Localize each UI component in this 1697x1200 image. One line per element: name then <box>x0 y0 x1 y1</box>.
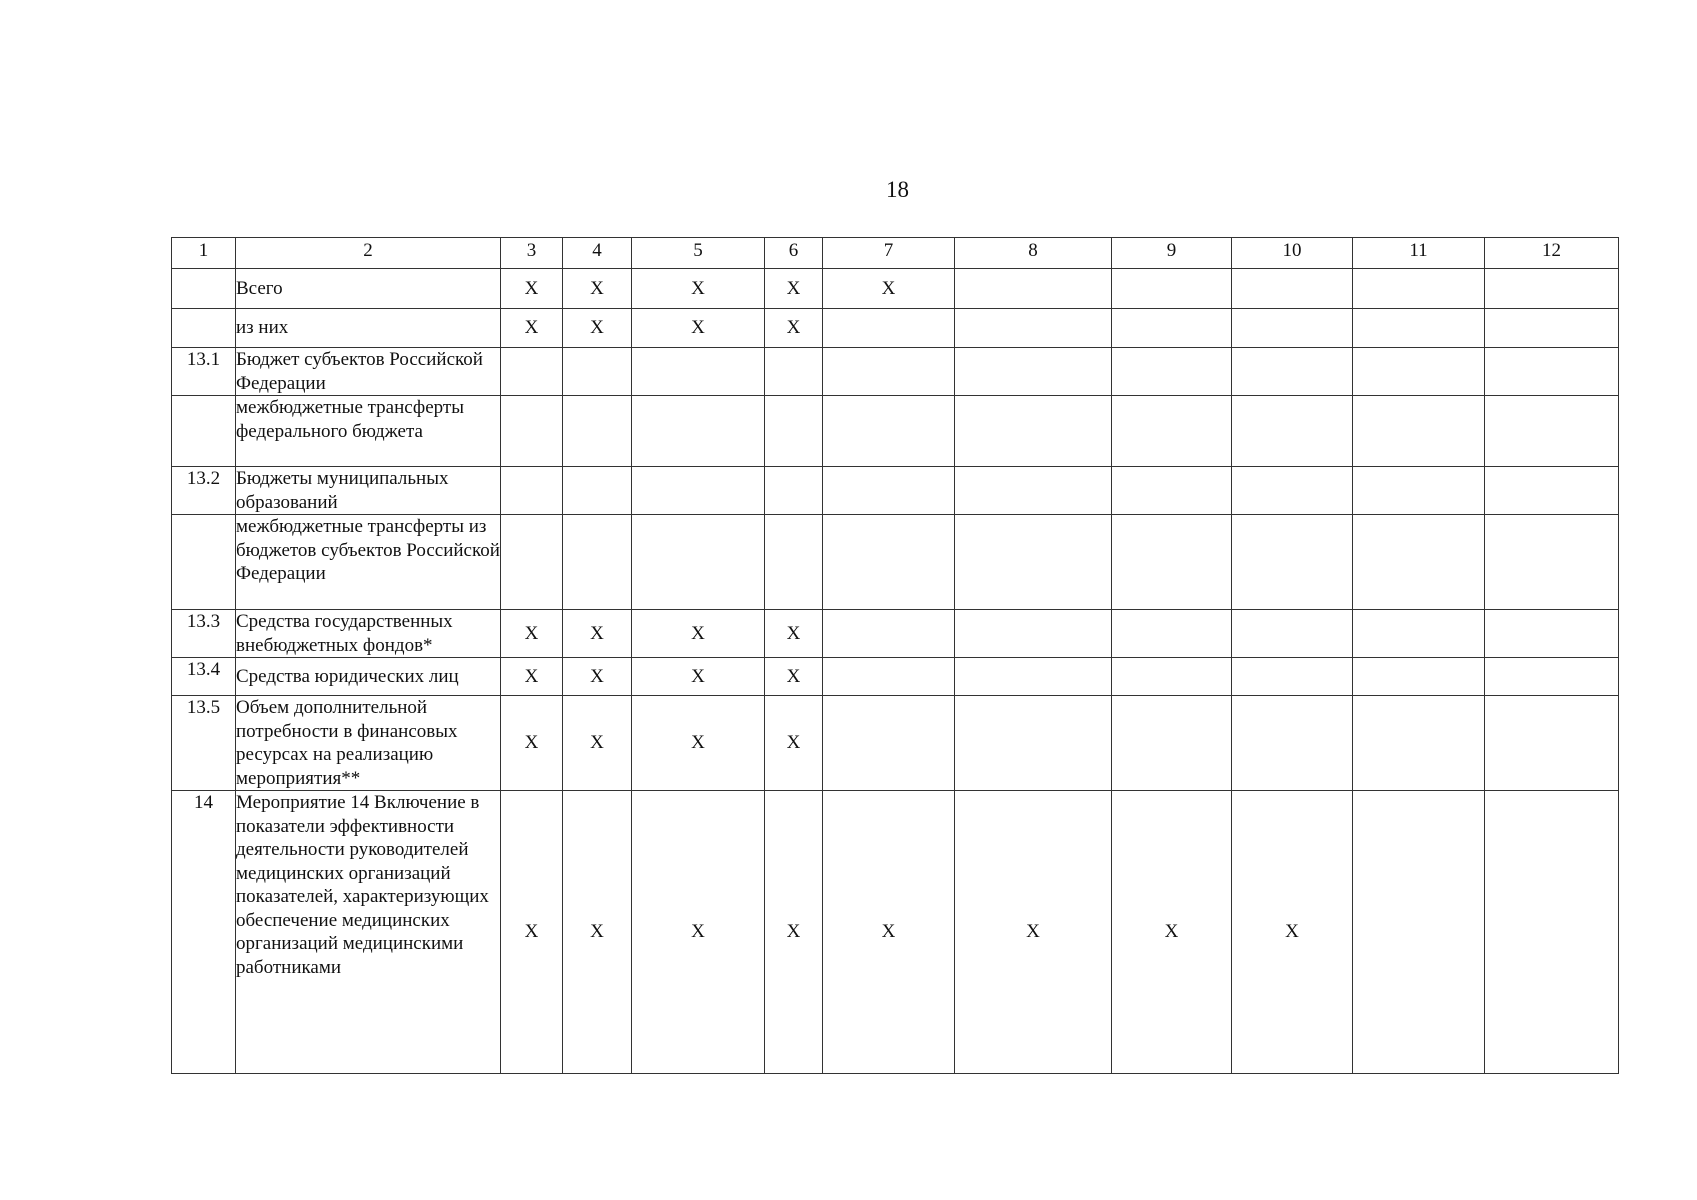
row-cell: Х <box>501 309 563 348</box>
row-cell <box>823 696 955 791</box>
row-cell <box>1485 515 1619 610</box>
row-cell: Х <box>563 309 632 348</box>
row-cell <box>1353 515 1485 610</box>
row-cell: Х <box>563 696 632 791</box>
row-cell <box>1112 348 1232 396</box>
row-number <box>172 396 236 467</box>
row-cell <box>1232 396 1353 467</box>
row-cell <box>1485 348 1619 396</box>
header-cell: 11 <box>1353 238 1485 269</box>
row-cell <box>501 348 563 396</box>
page-number: 18 <box>886 177 909 202</box>
row-cell: Х <box>1112 791 1232 1074</box>
row-number <box>172 269 236 309</box>
row-cell: Х <box>955 791 1112 1074</box>
row-name: из них <box>236 309 501 348</box>
row-cell <box>563 348 632 396</box>
row-cell: Х <box>563 658 632 696</box>
row-cell <box>1112 515 1232 610</box>
table-row <box>172 348 1619 396</box>
row-cell <box>563 515 632 610</box>
header-cell: 5 <box>632 238 765 269</box>
row-name: Средства государственных внебюджетных фондов* <box>236 610 501 658</box>
row-cell <box>823 309 955 348</box>
row-cell: Х <box>765 658 823 696</box>
row-cell <box>1353 467 1485 515</box>
row-cell <box>1353 396 1485 467</box>
row-cell <box>1485 467 1619 515</box>
row-cell <box>1353 610 1485 658</box>
row-name: межбюджетные трансферты федерального бюджета <box>236 396 501 467</box>
row-cell: Х <box>765 696 823 791</box>
row-cell: Х <box>765 610 823 658</box>
header-cell: 8 <box>955 238 1112 269</box>
row-cell <box>1353 791 1485 1074</box>
row-cell <box>823 610 955 658</box>
table-row <box>172 515 1619 610</box>
row-cell <box>563 467 632 515</box>
row-cell: Х <box>501 610 563 658</box>
table-row <box>172 696 1619 791</box>
row-cell: Х <box>765 791 823 1074</box>
row-cell <box>563 396 632 467</box>
row-cell <box>1232 696 1353 791</box>
row-name: межбюджетные трансферты из бюджетов субъектов Российской Федерации <box>236 515 501 610</box>
row-cell <box>1232 658 1353 696</box>
row-name: Мероприятие 14 Включение в показатели эффективности деятельности руководителей медицинских организаций показателей, характеризующих обеспечение медицинских организаций медицинскими работниками <box>236 791 501 1074</box>
header-cell: 7 <box>823 238 955 269</box>
row-cell <box>632 396 765 467</box>
row-cell <box>955 348 1112 396</box>
table-row <box>172 467 1619 515</box>
table-row <box>172 396 1619 467</box>
row-cell <box>823 348 955 396</box>
row-cell: Х <box>823 791 955 1074</box>
row-cell <box>1232 515 1353 610</box>
row-cell <box>1112 309 1232 348</box>
table-row <box>172 269 1619 309</box>
row-cell <box>955 269 1112 309</box>
row-cell <box>823 396 955 467</box>
row-cell <box>1232 269 1353 309</box>
row-cell: Х <box>632 610 765 658</box>
row-number <box>172 515 236 610</box>
row-name: Бюджеты муниципальных образований <box>236 467 501 515</box>
row-cell <box>501 515 563 610</box>
row-cell <box>1232 467 1353 515</box>
row-cell: Х <box>501 269 563 309</box>
row-number: 13.5 <box>172 696 236 791</box>
row-number: 13.2 <box>172 467 236 515</box>
row-cell: Х <box>563 791 632 1074</box>
row-cell <box>955 658 1112 696</box>
header-cell: 2 <box>236 238 501 269</box>
row-cell <box>1112 696 1232 791</box>
row-cell: Х <box>501 791 563 1074</box>
row-cell <box>823 515 955 610</box>
row-name: Бюджет субъектов Российской Федерации <box>236 348 501 396</box>
row-cell <box>955 396 1112 467</box>
row-cell <box>1112 269 1232 309</box>
table-row <box>172 791 1619 1074</box>
row-number: 13.3 <box>172 610 236 658</box>
row-cell <box>632 348 765 396</box>
header-cell: 10 <box>1232 238 1353 269</box>
row-cell: Х <box>632 791 765 1074</box>
table-row <box>172 658 1619 696</box>
row-cell <box>1353 309 1485 348</box>
row-cell <box>765 348 823 396</box>
row-cell <box>632 515 765 610</box>
row-cell <box>1485 269 1619 309</box>
table-row <box>172 309 1619 348</box>
header-cell: 6 <box>765 238 823 269</box>
row-number: 13.1 <box>172 348 236 396</box>
row-name: Всего <box>236 269 501 309</box>
header-cell: 9 <box>1112 238 1232 269</box>
row-cell: Х <box>501 696 563 791</box>
header-cell: 12 <box>1485 238 1619 269</box>
row-cell: Х <box>765 309 823 348</box>
header-cell: 4 <box>563 238 632 269</box>
row-cell <box>955 515 1112 610</box>
row-cell: Х <box>632 658 765 696</box>
row-cell: Х <box>632 696 765 791</box>
row-cell <box>1232 309 1353 348</box>
row-number <box>172 309 236 348</box>
header-cell: 3 <box>501 238 563 269</box>
row-cell <box>1485 658 1619 696</box>
row-cell <box>765 396 823 467</box>
row-cell: Х <box>1232 791 1353 1074</box>
row-cell <box>1353 696 1485 791</box>
row-cell <box>1232 348 1353 396</box>
row-cell <box>1485 309 1619 348</box>
row-number: 13.4 <box>172 658 236 696</box>
row-cell <box>501 396 563 467</box>
row-cell: Х <box>563 269 632 309</box>
row-cell <box>955 696 1112 791</box>
row-cell <box>823 658 955 696</box>
row-name: Объем дополнительной потребности в финансовых ресурсах на реализацию мероприятия** <box>236 696 501 791</box>
row-cell: Х <box>632 309 765 348</box>
header-cell: 1 <box>172 238 236 269</box>
row-name: Средства юридических лиц <box>236 658 501 696</box>
row-cell <box>1232 610 1353 658</box>
row-cell <box>501 467 563 515</box>
row-cell <box>765 515 823 610</box>
table-row <box>172 610 1619 658</box>
financing-table <box>171 237 1619 1074</box>
row-cell <box>765 467 823 515</box>
row-cell: Х <box>765 269 823 309</box>
row-cell <box>955 610 1112 658</box>
header-row <box>172 238 1619 269</box>
row-number: 14 <box>172 791 236 1074</box>
row-cell <box>1112 658 1232 696</box>
row-cell <box>1485 791 1619 1074</box>
row-cell <box>632 467 765 515</box>
row-cell: Х <box>632 269 765 309</box>
row-cell: Х <box>563 610 632 658</box>
row-cell <box>1353 658 1485 696</box>
row-cell <box>1353 348 1485 396</box>
row-cell <box>955 309 1112 348</box>
row-cell <box>1353 269 1485 309</box>
row-cell <box>823 467 955 515</box>
row-cell <box>1485 396 1619 467</box>
row-cell <box>1112 610 1232 658</box>
row-cell <box>955 467 1112 515</box>
row-cell: Х <box>501 658 563 696</box>
row-cell <box>1112 467 1232 515</box>
row-cell: Х <box>823 269 955 309</box>
row-cell <box>1112 396 1232 467</box>
row-cell <box>1485 610 1619 658</box>
row-cell <box>1485 696 1619 791</box>
